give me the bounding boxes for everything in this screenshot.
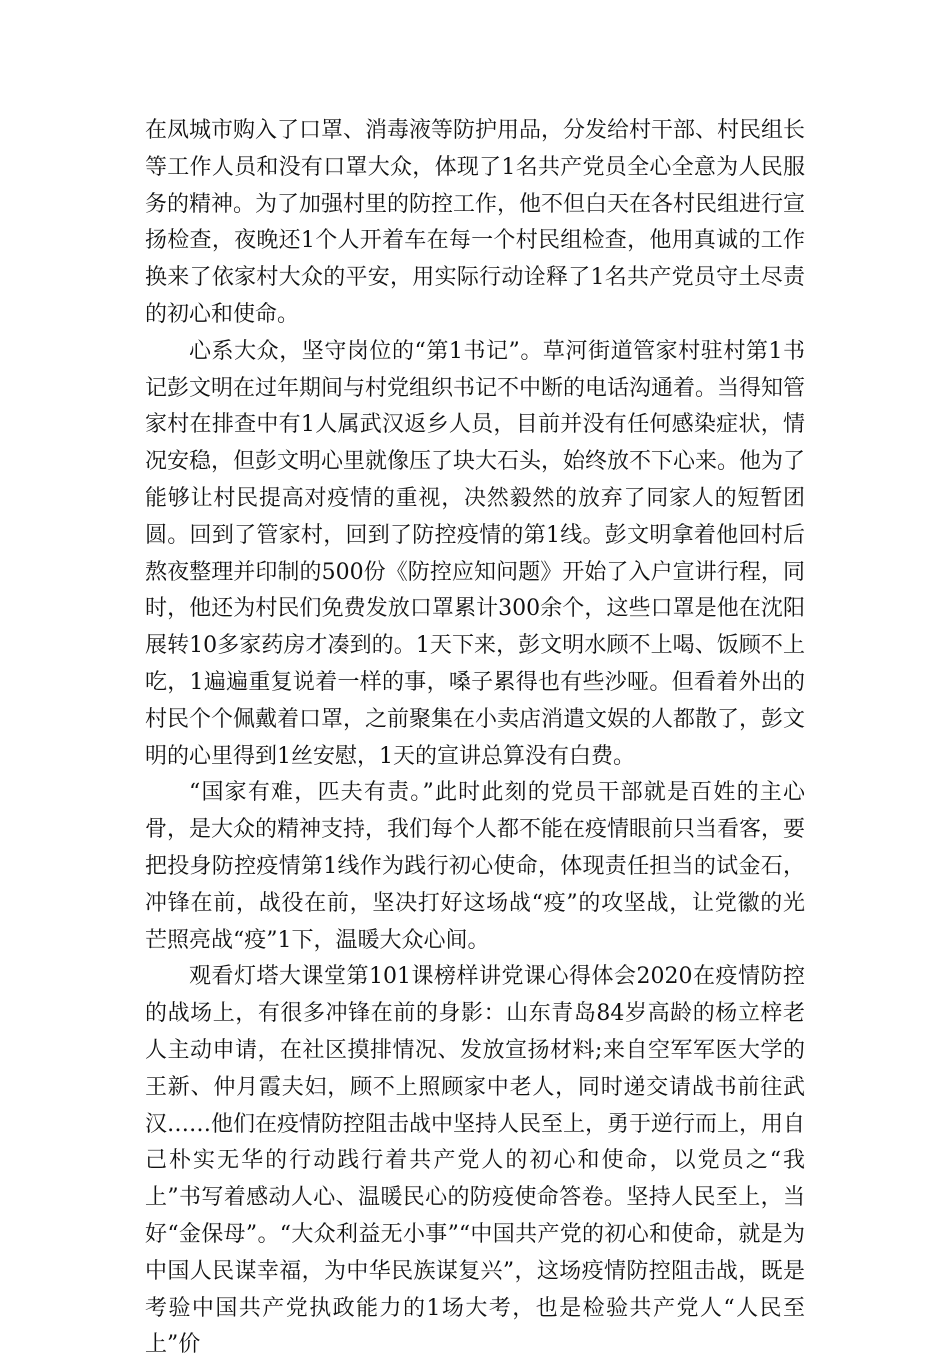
- paragraph-lighthouse-lecture: 观看灯塔大课堂第101课榜样讲党课心得体会2020在疫情防控的战场上，有很多冲锋在前的身影：山东青岛84岁高龄的杨立梓老人主动申请，在社区摸排情况、发放宣扬材料;来自空军军医大学的王新、仲月霞夫妇，顾不上照顾家中老人，同时递交请战书前往武汉……他们在疫情防控阻击战中坚持人民至上，勇于逆行而上，用自己朴实无华的行动践行着共产党人的初心和使命，以党员之“我上”书写着感动人心、温暖民心的防疫使命答卷。坚持人民至上，当好“金保母”。“大众利益无小事”“中国共产党的初心和使命，就是为中国人民谋幸福，为中华民族谋复兴”，这场疫情防控阻击战，既是考验中国共产党执政能力的1场大考，也是检验共产党人“人民至上”价: [145, 964, 806, 1358]
- paragraph-national-duty: “国家有难，匹夫有责。”此时此刻的党员干部就是百姓的主心骨，是大众的精神支持，我们每个人都不能在疫情眼前只当看客，要把投身防控疫情第1线作为践行初心使命，体现责任担当的试金石，冲锋在前，战役在前，坚决打好这场战“疫”的攻坚战，让党徽的光芒照亮战“疫”1下，温暖大众心间。: [145, 780, 806, 953]
- paragraph-party-secretary: 心系大众，坚守岗位的“第1书记”。草河街道管家村驻村第1书记彭文明在过年期间与村党组织书记不中断的电话沟通着。当得知管家村在排查中有1人属武汉返乡人员，目前并没有任何感染症状，情况安稳，但彭文明心里就像压了块大石头，始终放不下心来。他为了能够让村民提高对疫情的重视，决然毅然的放弃了同家人的短暂团圆。回到了管家村，回到了防控疫情的第1线。彭文明拿着他回村后熬夜整理并印制的500份《防控应知问题》开始了入户宣讲行程，同时，他还为村民们免费发放口罩累计300余个，这些口罩是他在沈阳展转10多家药房才凑到的。1天下来，彭文明水顾不上喝、饭顾不上吃，1遍遍重复说着一样的事，嗓子累得也有些沙哑。但看着外出的村民个个佩戴着口罩，之前聚集在小卖店消遣文娱的人都散了，彭文明的心里得到1丝安慰，1天的宣讲总算没有白费。: [145, 338, 806, 769]
- document-body: [145, 113, 805, 1364]
- paragraph-continuation: 在凤城市购入了口罩、消毒液等防护用品，分发给村干部、村民组长等工作人员和没有口罩大众，体现了1名共产党员全心全意为人民服务的精神。为了加强村里的防控工作，他不但白天在各村民组进行宣扬检查，夜晚还1个人开着车在每一个村民组检查，他用真诚的工作换来了依家村大众的平安，用实际行动诠释了1名共产党员守土尽责的初心和使命。: [145, 118, 806, 327]
